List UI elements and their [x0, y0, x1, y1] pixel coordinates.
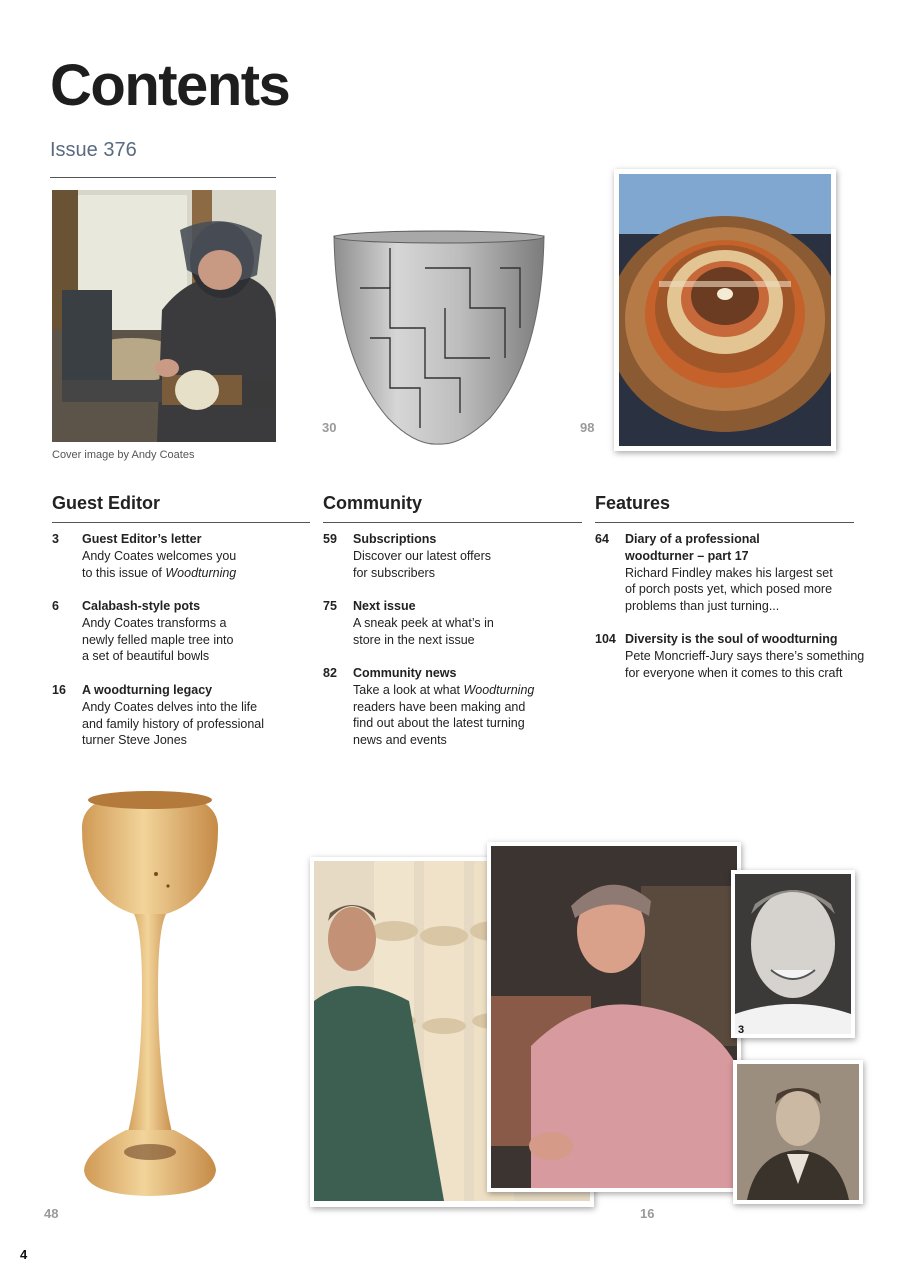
goblet-page-number: 48: [44, 1206, 59, 1221]
entry-description-line: turner Steve Jones: [82, 733, 187, 748]
elderly-man-bw-portrait: [731, 870, 855, 1038]
cover-image-caption: Cover image by Andy Coates: [52, 449, 195, 461]
entry-description-line: readers have been making and: [353, 699, 526, 714]
entry-title: woodturner – part 17: [625, 548, 749, 563]
header-rule: [50, 177, 276, 178]
entry-description-line: Andy Coates transforms a: [82, 615, 227, 630]
contents-entry[interactable]: [323, 665, 563, 749]
segmented-platter-photo: [614, 169, 836, 451]
pewter-bowl-image: [330, 228, 548, 448]
entry-title: Calabash-style pots: [82, 599, 201, 613]
folio-page-number: 4: [20, 1247, 28, 1262]
entry-page-number: 3: [52, 532, 59, 546]
entry-description-line: to this issue of Woodturning: [82, 565, 237, 580]
entry-page-number: 104: [595, 632, 616, 646]
entry-description-line: find out about the latest turning: [353, 716, 525, 731]
old-turner-colour-photo: [487, 842, 741, 1192]
cover-photo-turner-at-lathe: [52, 190, 276, 442]
contents-entry[interactable]: [323, 598, 563, 648]
section-heading-community: Community: [323, 493, 422, 513]
entry-title: Diversity is the soul of woodturning: [625, 632, 838, 646]
section-heading-features: Features: [595, 493, 671, 513]
entry-title: Guest Editor’s letter: [82, 532, 202, 546]
entry-description-line: Richard Findley makes his largest set: [625, 565, 833, 580]
legacy-article-page-number: 16: [640, 1206, 655, 1221]
entry-description-line: newly felled maple tree into: [82, 632, 234, 647]
entry-page-number: 82: [323, 666, 337, 680]
entry-description-line: Pete Moncrieff-Jury says there’s something: [625, 648, 865, 663]
platter-page-number: 98: [580, 420, 595, 435]
entry-description-line: problems than just turning...: [625, 599, 780, 614]
page-title: Contents: [50, 53, 290, 118]
magazine-name: Woodturning: [463, 682, 535, 697]
entry-description-line: Andy Coates delves into the life: [82, 699, 258, 714]
entry-page-number: 6: [52, 599, 59, 613]
entry-description-line: Discover our latest offers: [353, 548, 492, 563]
entry-description-line: for everyone when it comes to this craft: [625, 665, 843, 680]
entry-title: A woodturning legacy: [82, 683, 213, 697]
entry-description-line: Take a look at what Woodturning: [353, 682, 535, 697]
contents-entry[interactable]: [595, 631, 885, 681]
section-heading-guest-editor: Guest Editor: [52, 493, 161, 513]
issue-number: Issue 376: [50, 139, 137, 161]
section-rule-guest-editor: [52, 522, 310, 523]
section-rule-features: [595, 522, 854, 523]
entry-title: Diary of a professional: [625, 532, 760, 546]
wooden-goblet-image: [76, 790, 224, 1200]
section-rule-community: [323, 522, 582, 523]
entry-description-line: Andy Coates welcomes you: [82, 548, 237, 563]
entry-description-line: store in the next issue: [353, 632, 475, 647]
entry-title: Community news: [353, 666, 457, 680]
pewter-bowl-page-number: 30: [322, 420, 337, 435]
entry-description-line: and family history of professional: [82, 716, 265, 731]
contents-entry[interactable]: [323, 531, 563, 581]
entry-page-number: 75: [323, 599, 337, 613]
entry-description-line: a set of beautiful bowls: [82, 649, 210, 664]
portrait-page-number: 3: [738, 1024, 745, 1036]
entry-description-line: of porch posts yet, which posed more: [625, 582, 833, 597]
magazine-name: Woodturning: [165, 565, 237, 580]
entry-page-number: 16: [52, 683, 66, 697]
entry-title: Next issue: [353, 599, 416, 613]
contents-entry[interactable]: [52, 531, 292, 581]
entry-description-line: for subscribers: [353, 565, 435, 580]
entry-description-line: news and events: [353, 733, 447, 748]
entry-description-line: A sneak peek at what’s in: [353, 615, 494, 630]
young-man-sepia-photo: [733, 1060, 863, 1204]
entry-page-number: 64: [595, 532, 609, 546]
contents-entry[interactable]: [52, 598, 292, 665]
entry-page-number: 59: [323, 532, 337, 546]
entry-title: Subscriptions: [353, 532, 437, 546]
contents-entry[interactable]: [595, 531, 865, 615]
contents-entry[interactable]: [52, 682, 292, 749]
